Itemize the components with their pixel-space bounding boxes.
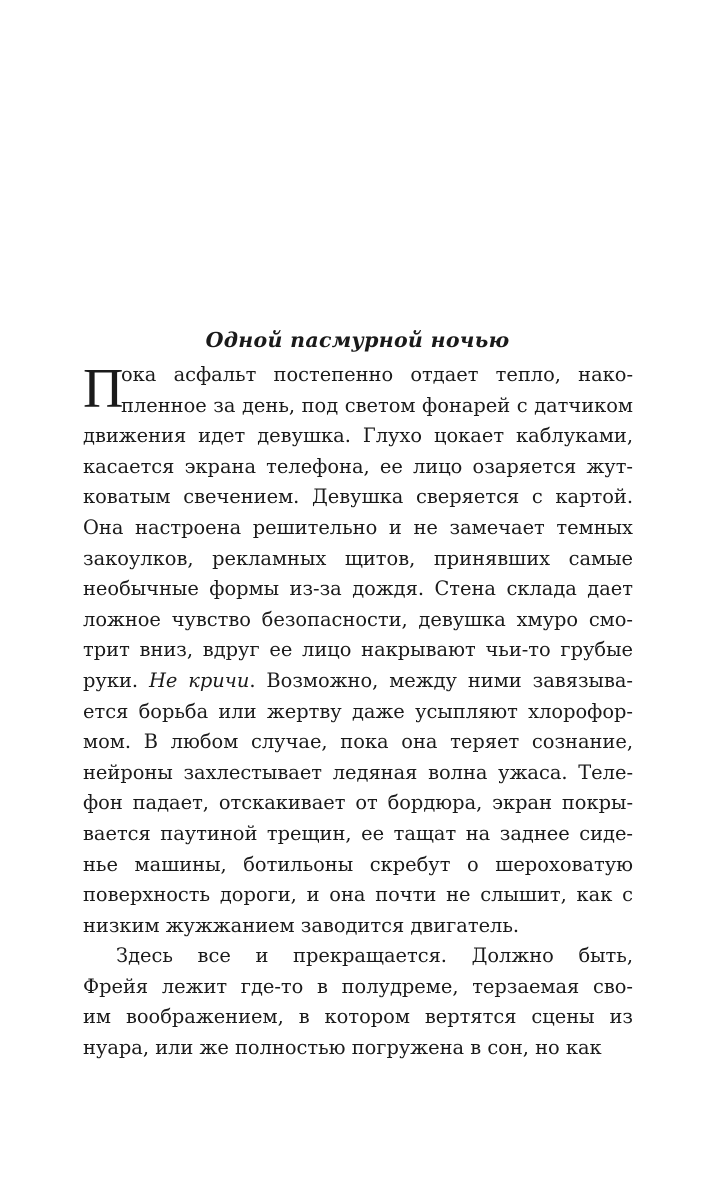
text-line (83, 421, 633, 452)
text-line (83, 880, 633, 911)
text-segment: . Возможно, между ними завязыва- (249, 668, 633, 692)
text-segment: Она настроена решительно и не замечает темных (83, 515, 633, 539)
text-segment: коватым свечением. Девушка сверяется с картой. (83, 485, 633, 509)
text-segment: ока асфальт постепенно отдает тепло, нако- (121, 363, 633, 386)
text-line (83, 1002, 633, 1033)
text-segment: касается экрана телефона, ее лицо озаряется жут- (83, 454, 633, 478)
text-segment: ется борьба или жертву даже усыпляют хлорофор- (83, 699, 633, 723)
text-segment: Здесь все и прекращается. Должно быть, (116, 944, 633, 968)
text-line (83, 850, 633, 881)
text-line (83, 727, 633, 758)
text-segment: трит вниз, вдруг ее лицо накрывают чьи-то грубые (83, 638, 633, 662)
text-segment: низким жужжанием заводится двигатель. (83, 913, 520, 937)
text-line (83, 697, 633, 728)
text-line (83, 635, 633, 666)
text-line (83, 666, 633, 697)
text-line (83, 452, 633, 483)
italic-text: Не кричи (148, 668, 250, 692)
body-text (83, 360, 633, 1064)
text-segment: нье машины, ботильоны скребут о шероховатую (83, 852, 633, 876)
text-line (83, 605, 633, 636)
text-line (83, 972, 633, 1003)
text-segment: нуара, или же полностью погружена в сон, но как (83, 1036, 602, 1060)
text-segment: мом. В любом случае, пока она теряет сознание, (83, 730, 633, 754)
text-segment: пленное за день, под светом фонарей с датчиком (121, 393, 633, 417)
text-line (83, 513, 633, 544)
text-segment: фон падает, отскакивает от бордюра, экран покры- (83, 791, 633, 815)
text-line (83, 360, 633, 391)
text-line (83, 1033, 633, 1064)
text-line (83, 758, 633, 789)
text-line (83, 574, 633, 605)
text-line (83, 544, 633, 575)
text-segment: поверхность дороги, и она почти не слышит, как с (83, 883, 633, 907)
text-segment: необычные формы из-за дождя. Стена склада дает (83, 577, 633, 601)
text-segment: ложное чувство безопасности, девушка хмуро смо- (83, 607, 633, 631)
chapter-title: Одной пасмурной ночью (205, 328, 510, 352)
text-line (83, 788, 633, 819)
text-segment: руки. (83, 668, 149, 692)
text-segment: вается паутиной трещин, ее тащат на заднее сиде- (83, 821, 633, 845)
text-segment: Фрейя лежит где-то в полудреме, терзаемая сво- (83, 974, 633, 998)
text-line (83, 911, 633, 942)
text-line (83, 482, 633, 513)
text-line (83, 941, 633, 972)
text-segment: движения идет девушка. Глухо цокает каблуками, (83, 424, 633, 448)
text-line (83, 391, 633, 422)
drop-cap: П (83, 358, 124, 420)
text-segment: закоулков, рекламных щитов, принявших самые (83, 546, 633, 570)
text-segment: нейроны захлестывает ледяная волна ужаса. Теле- (83, 760, 633, 784)
text-segment: им воображением, в котором вертятся сцены из (83, 1005, 633, 1029)
text-line (83, 819, 633, 850)
